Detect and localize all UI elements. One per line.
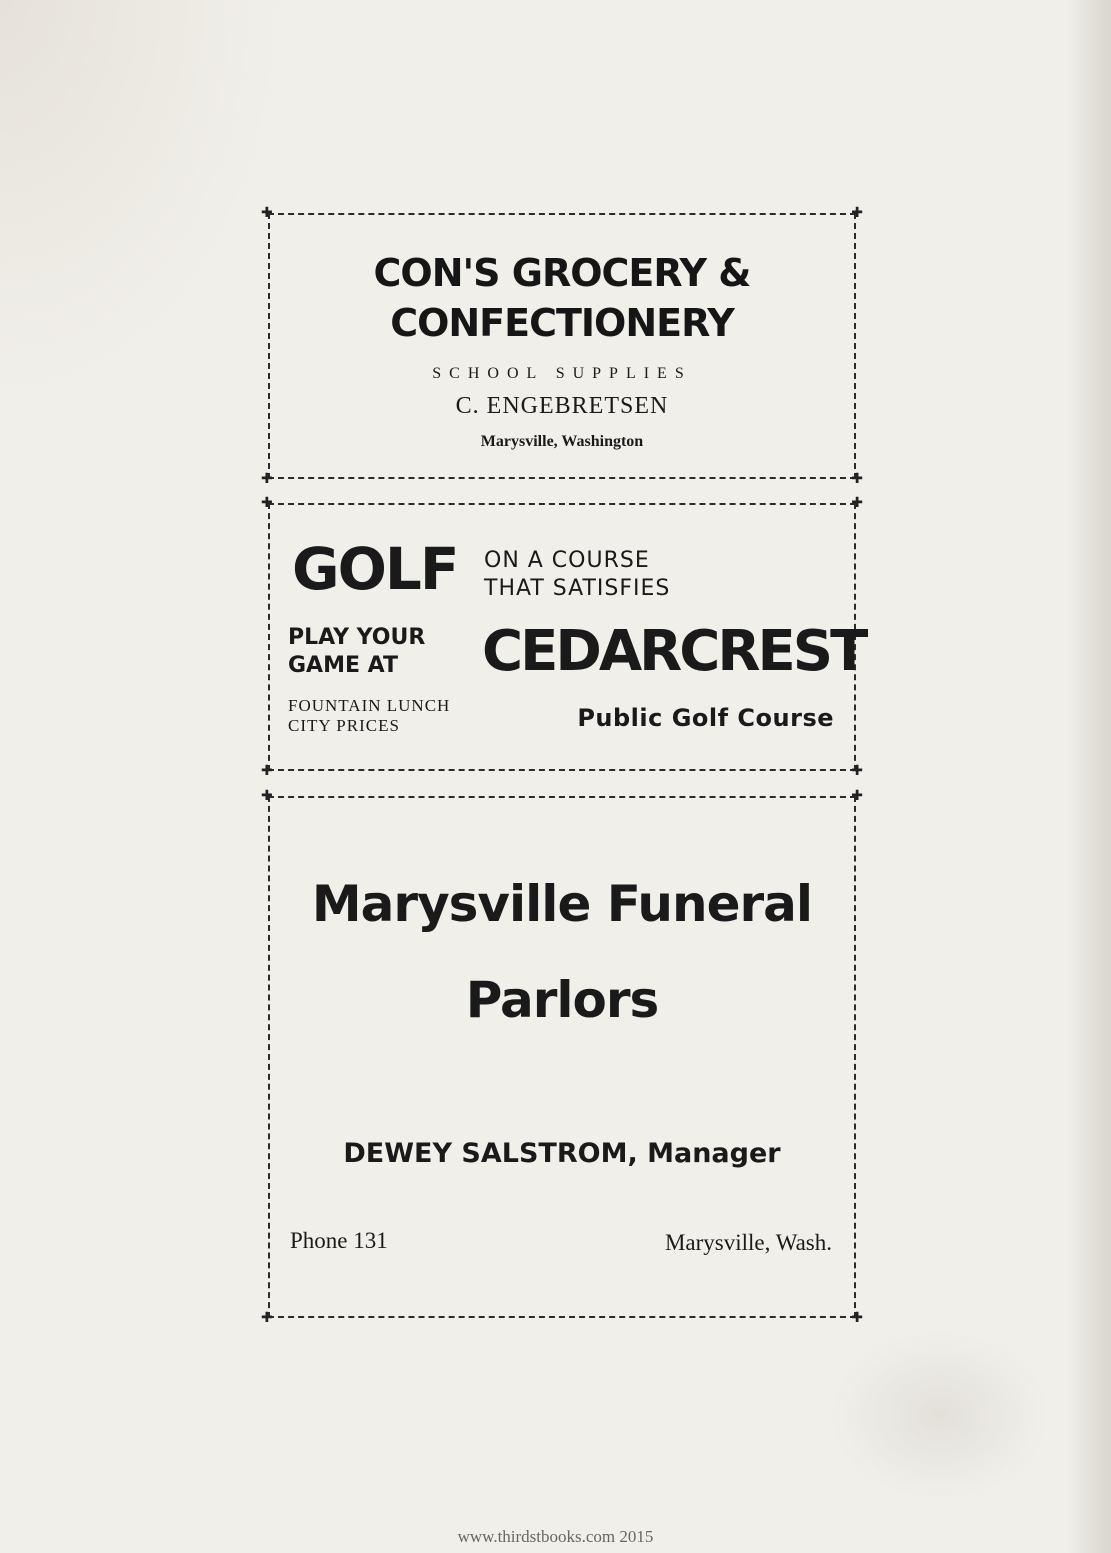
page-smudge <box>830 1330 1050 1500</box>
grocery-title-line1: CON'S GROCERY & <box>373 251 751 295</box>
funeral-phone: Phone 131 <box>290 1228 388 1253</box>
amenities-line2: CITY PRICES <box>288 716 400 735</box>
funeral-manager: DEWEY SALSTROM, Manager <box>343 1138 781 1169</box>
corner-ornament-icon: ✚ <box>261 205 273 221</box>
funeral-ad <box>261 788 863 1326</box>
play-line2: GAME AT <box>288 653 398 678</box>
corner-ornament-icon: ✚ <box>261 788 273 804</box>
corner-ornament-icon: ✚ <box>261 1310 273 1326</box>
grocery-title-line2: CONFECTIONERY <box>390 301 734 345</box>
golf-headline: GOLF <box>292 535 458 603</box>
watermark-text: www.thirdstbooks.com 2015 <box>457 1527 654 1546</box>
golf-tagline-line1: ON A COURSE <box>484 548 650 573</box>
golf-tagline <box>484 547 670 603</box>
amenities-line1: FOUNTAIN LUNCH <box>288 696 451 715</box>
corner-ornament-icon: ✚ <box>851 205 863 221</box>
corner-ornament-icon: ✚ <box>851 471 863 487</box>
corner-ornament-icon: ✚ <box>851 763 863 779</box>
play-your-game <box>288 624 425 680</box>
golf-ad <box>261 495 866 779</box>
corner-ornament-icon: ✚ <box>851 495 863 511</box>
grocery-owner: C. ENGEBRETSEN <box>455 393 669 419</box>
golf-amenities <box>288 696 450 736</box>
golf-tagline-line2: THAT SATISFIES <box>484 576 671 601</box>
corner-ornament-icon: ✚ <box>851 788 863 804</box>
course-name: CEDARCREST <box>482 619 866 684</box>
corner-ornament-icon: ✚ <box>851 1310 863 1326</box>
funeral-title-line1: Marysville Funeral <box>311 875 813 933</box>
grocery-subtitle: SCHOOL SUPPLIES <box>432 365 692 382</box>
funeral-title-line2: Parlors <box>465 971 659 1029</box>
course-type: Public Golf Course <box>577 704 834 732</box>
grocery-ad <box>261 205 863 487</box>
grocery-location: Marysville, Washington <box>480 433 644 450</box>
corner-ornament-icon: ✚ <box>261 495 273 511</box>
corner-ornament-icon: ✚ <box>261 763 273 779</box>
corner-ornament-icon: ✚ <box>261 471 273 487</box>
funeral-location: Marysville, Wash. <box>664 1230 832 1255</box>
play-line1: PLAY YOUR <box>288 625 426 650</box>
